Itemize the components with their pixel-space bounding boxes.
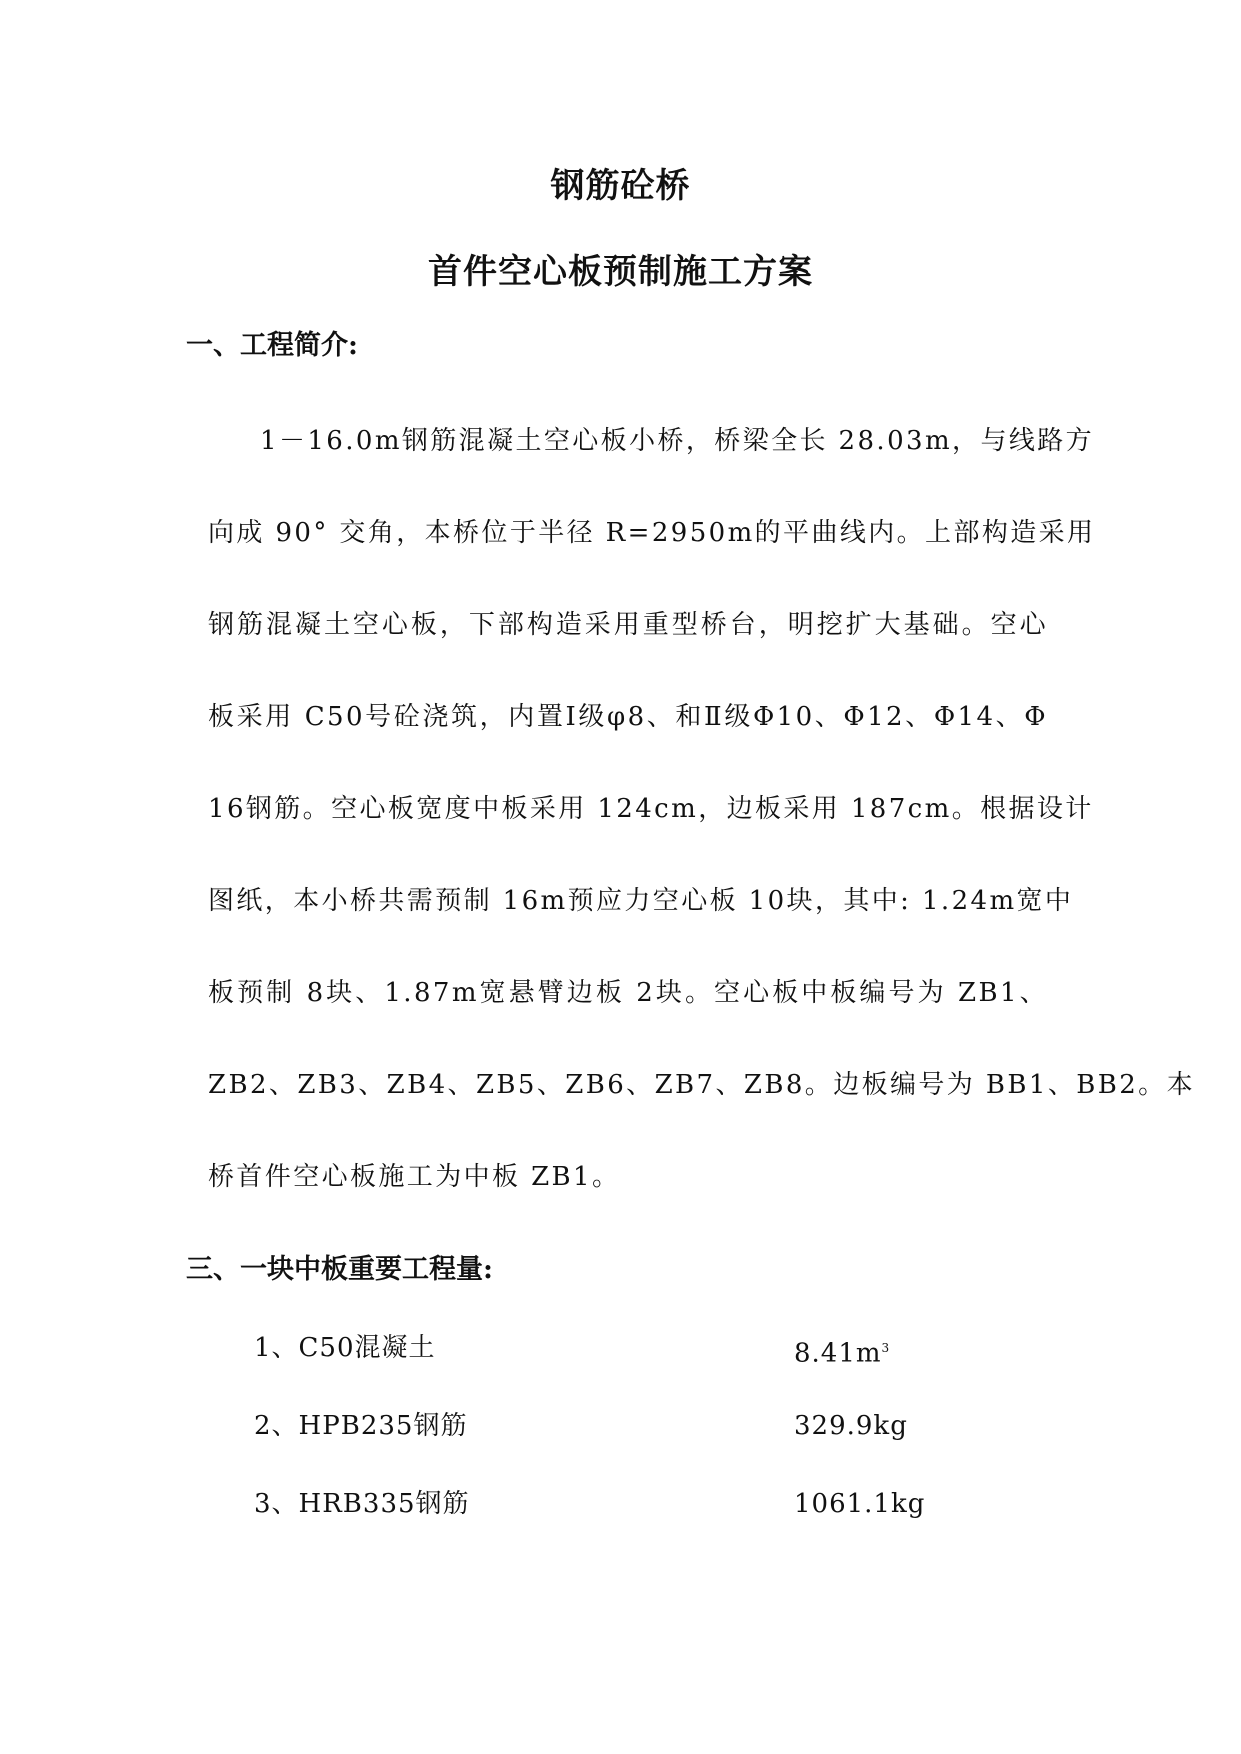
paragraph-line: 板采用 C50号砼浇筑，内置Ⅰ级φ8、和Ⅱ级Φ10、Φ12、Φ14、Φ (208, 702, 1048, 732)
paragraph-line: 向成 90° 交角，本桥位于半径 R=2950m的平曲线内。上部构造采用 (208, 518, 1096, 548)
quantity-item-name: 1、C50混凝土 (254, 1333, 436, 1363)
overview-paragraph (208, 395, 1195, 1223)
quantity-item-name: 2、HPB235钢筋 (254, 1411, 468, 1441)
paragraph-line: 图纸，本小桥共需预制 16m预应力空心板 10块，其中: 1.24m宽中 (208, 886, 1074, 916)
document-subtitle: 首件空心板预制施工方案 (428, 252, 813, 292)
quantity-item-value: 329.9kg (794, 1411, 908, 1441)
paragraph-line: 桥首件空心板施工为中板 ZB1。 (208, 1162, 621, 1192)
paragraph-line: 16钢筋。空心板宽度中板采用 124cm，边板采用 187cm。根据设计 (208, 794, 1094, 824)
paragraph-line: 1－16.0m钢筋混凝土空心板小桥，桥梁全长 28.03m，与线路方 (260, 426, 1095, 456)
paragraph-line: 钢筋混凝土空心板，下部构造采用重型桥台，明挖扩大基础。空心 (208, 610, 1048, 640)
quantity-item-value: $8.41m^3$ (794, 1338, 891, 1369)
paragraph-line: ZB2、ZB3、ZB4、ZB5、ZB6、ZB7、ZB8。边板编号为 BB1、BB2。本 (208, 1070, 1195, 1100)
section-heading-overview: 一、工程简介: (186, 330, 358, 361)
unit-superscript: 3 (881, 1341, 891, 1355)
section-heading-quantities: 三、一块中板重要工程量: (186, 1254, 493, 1285)
document-title: 钢筋砼桥 (550, 166, 691, 206)
quantity-item-value: 1061.1kg (794, 1489, 926, 1519)
quantity-item-name: 3、HRB335钢筋 (254, 1489, 470, 1519)
paragraph-line: 板预制 8块、1.87m宽悬臂边板 2块。空心板中板编号为 ZB1、 (208, 978, 1048, 1008)
